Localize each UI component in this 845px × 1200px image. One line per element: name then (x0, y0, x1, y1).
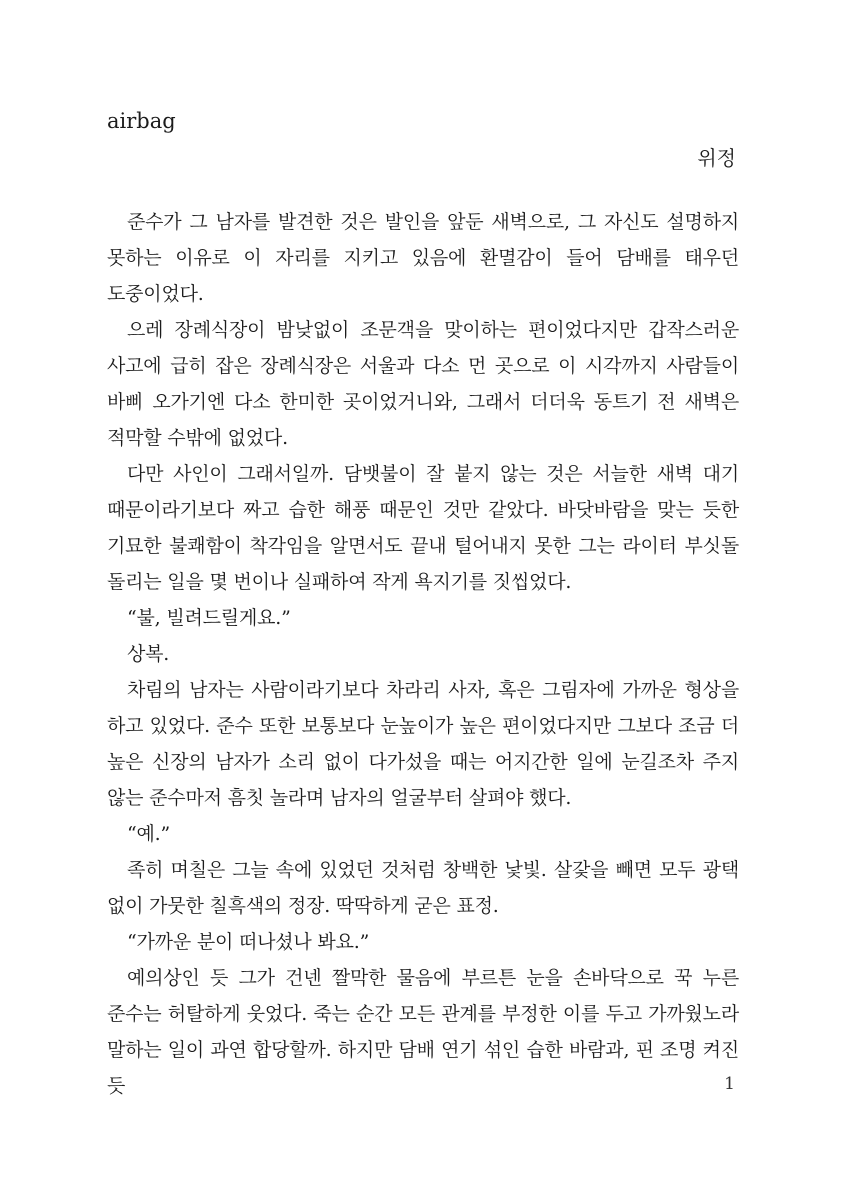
paragraph: 준수가 그 남자를 발견한 것은 발인을 앞둔 새벽으로, 그 자신도 설명하지 못하는 이유로 이 자리를 지키고 있음에 환멸감이 들어 담배를 태우던 도중이었다. (107, 211, 739, 305)
dialogue-line: “예.” (127, 823, 171, 845)
document-body (107, 204, 739, 1104)
paragraph: 상복. (127, 643, 170, 665)
paragraph: 족히 며칠은 그늘 속에 있었던 것처럼 창백한 낯빛. 살갗을 빼면 모두 광택 없이 가뭇한 칠흑색의 정장. 딱딱하게 굳은 표정. (107, 859, 739, 917)
document-title: airbag (107, 109, 176, 133)
dialogue-line: “가까운 분이 떠나셨나 봐요.” (127, 931, 370, 953)
dialogue-line: “불, 빌려드릴게요.” (127, 607, 291, 629)
paragraph: 예의상인 듯 그가 건넨 짤막한 물음에 부르튼 눈을 손바닥으로 꾹 누른 준수는 허탈하게 웃었다. 죽는 순간 모든 관계를 부정한 이를 두고 가까웠노라 말하는 일이 과연 합당할까. 하지만 담배 연기 섞인 습한 바람과, 핀 조명 켜진 듯 (107, 967, 739, 1097)
paragraph: 다만 사인이 그래서일까. 담뱃불이 잘 붙지 않는 것은 서늘한 새벽 대기 때문이라기보다 짜고 습한 해풍 때문인 것만 같았다. 바닷바람을 맞는 듯한 기묘한 불쾌함이 착각임을 알면서도 끝내 털어내지 못한 그는 라이터 부싯돌 돌리는 일을 몇 번이나 실패하여 작게 욕지기를 짓씹었다. (107, 463, 739, 593)
page-number: 1 (724, 1074, 735, 1094)
author-name: 위정 (697, 146, 736, 170)
paragraph: 차림의 남자는 사람이라기보다 차라리 사자, 혹은 그림자에 가까운 형상을 하고 있었다. 준수 또한 보통보다 눈높이가 높은 편이었다지만 그보다 조금 더 높은 신장의 남자가 소리 없이 다가섰을 때는 어지간한 일에 눈길조차 주지 않는 준수마저 흠칫 놀라며 남자의 얼굴부터 살펴야 했다. (107, 679, 739, 809)
paragraph: 으레 장례식장이 밤낮없이 조문객을 맞이하는 편이었다지만 갑작스러운 사고에 급히 잡은 장례식장은 서울과 다소 먼 곳으로 이 시각까지 사람들이 바삐 오가기엔 다소 한미한 곳이었거니와, 그래서 더더욱 동트기 전 새벽은 적막할 수밖에 없었다. (107, 319, 739, 449)
